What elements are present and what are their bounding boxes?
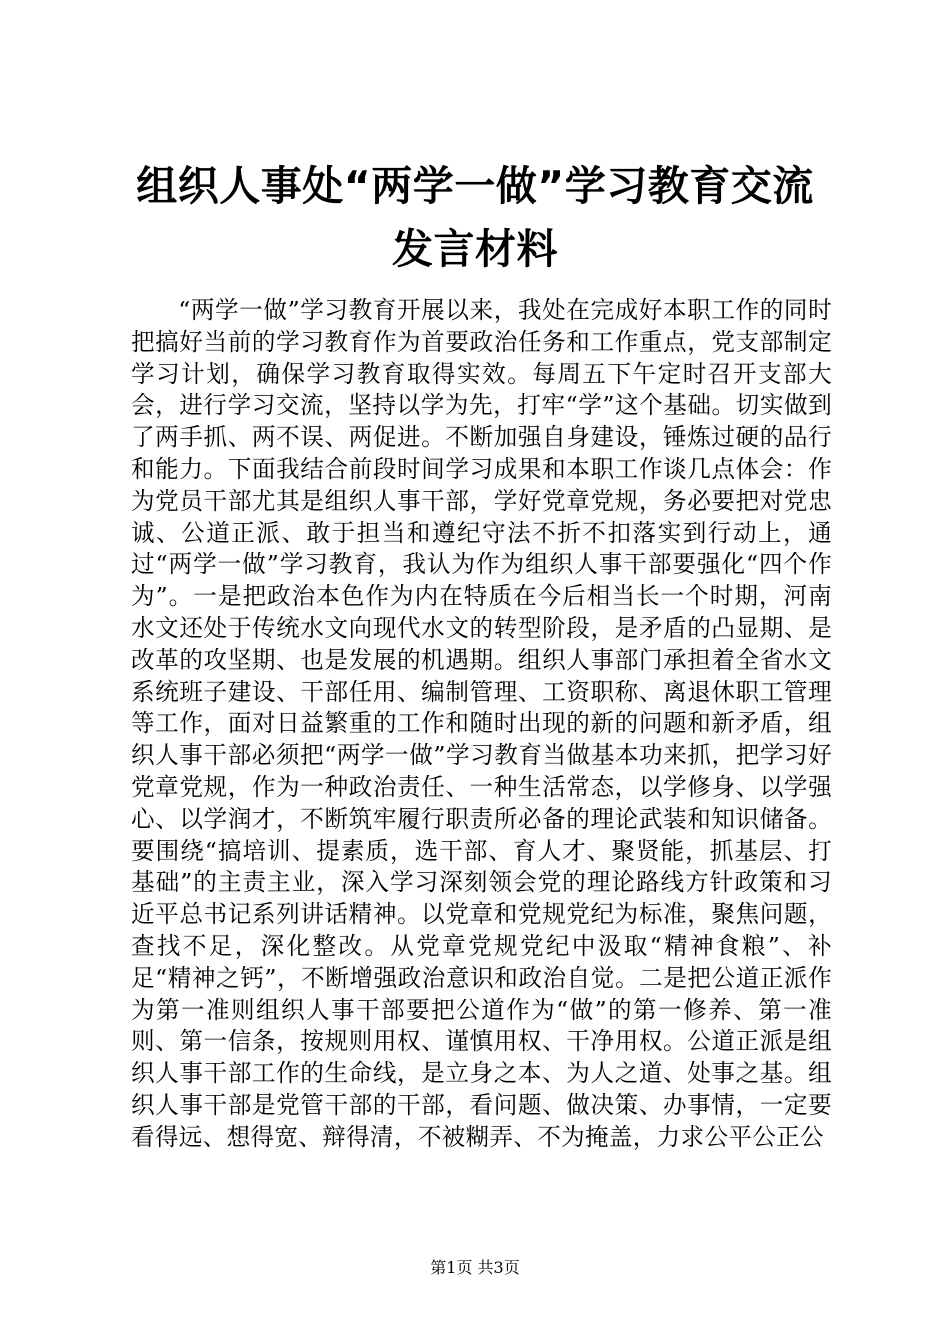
document-title: 组织人事处“两学一做”学习教育交流发言材料 <box>136 162 814 273</box>
body-paragraph: “两学一做”学习教育开展以来，我处在完成好本职工作的同时把搞好当前的学习教育作为首要政治任务和工作重点，党支部制定学习计划，确保学习教育取得实效。每周五下午定时召开支部大会，进行学习交流，坚持以学为先，打牢“学”这个基础。切实做到了两手抓、两不误、两促进。不断加强自身建设，锤炼过硬的品行和能力。下面我结合前段时间学习成果和本职工作谈几点体会：作为党员干部尤其是组织人事干部，学好党章党规，务必要把对党忠诚、公道正派、敢于担当和遵纪守法不折不扣落实到行动上，通过“两学一做”学习教育，我认为作为组织人事干部要强化“四个作为”。一是把政治本色作为内在特质在今后相当长一个时期，河南水文还处于传统水文向现代水文的转型阶段，是矛盾的凸显期、是改革的攻坚期、也是发展的机遇期。组织人事部门承担着全省水文系统班子建设、干部任用、编制管理、工资职称、离退休职工管理等工作，面对日益繁重的工作和随时出现的新的问题和新矛盾，组织人事干部必须把“两学一做”学习教育当做基本功来抓，把学习好党章党规，作为一种政治责任、一种生活常态，以学修身、以学强心、以学润才，不断筑牢履行职责所必备的理论武装和知识储备。要围绕“搞培训、提素质，选干部、育人才、聚贤能，抓基层、打基础”的主责主业，深入学习深刻领会党的理论路线方针政策和习近平总书记系列讲话精神。以党章和党规党纪为标准，聚焦问题，查找不足，深化整改。从党章党规党纪中汲取“精神食粮”、补足“精神之钙”，不断增强政治意识和政治自觉。二是把公道正派作为第一准则组织人事干部要把公道作为“做”的第一修养、第一准则、第一信条，按规则用权、谨慎用权、干净用权。公道正派是组织人事干部工作的生命线，是立身之本、为人之道、处事之基。组织人事干部是党管干部的干部，看问题、做决策、办事情，一定要看得远、想得宽、辩得清，不被糊弄、不为掩盖，力求公平公正公 <box>131 296 832 1151</box>
page-footer: 第1页 共3页 <box>430 1258 520 1277</box>
